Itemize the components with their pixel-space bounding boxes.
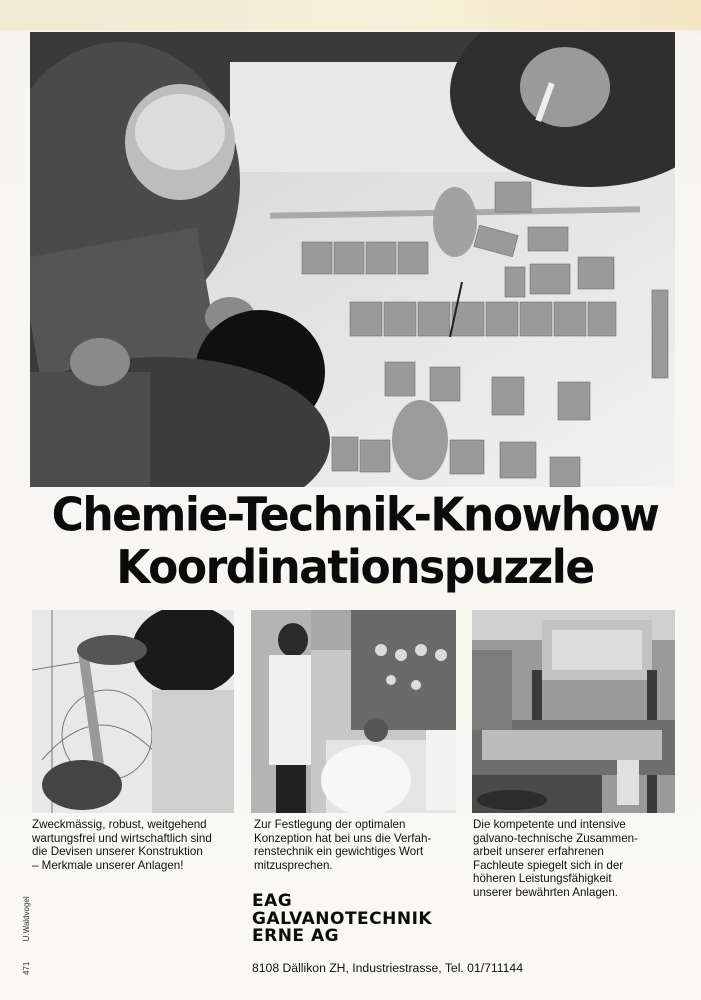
headline-line-1: Chemie-Technik-Knowhow [51, 488, 659, 542]
caption-machinery: Die kompetente und intensive galvano-technische Zusammen- arbeit unserer erfahrenen Fachleute spiegelt sich in der höheren Leistungsfähigkeit unserer bewährten Anlagen. [473, 818, 638, 899]
page-number: 471 [22, 961, 31, 975]
laboratory-photo [251, 610, 456, 813]
paper-edge [0, 0, 701, 30]
headline [30, 490, 680, 595]
headline-line-2: Koordinationspuzzle [116, 540, 594, 595]
logo-line-1: EAG [252, 891, 293, 911]
caption-drafting: Zweckmässig, robust, weitgehend wartungsfrei und wirtschaftlich sind die Devisen unserer Konstruktion – Merkmale unserer Anlagen! [32, 818, 212, 872]
drafting-photo [32, 610, 234, 813]
logo-line-2: GALVANOTECHNIK [252, 908, 433, 929]
company-address: 8108 Dällikon ZH, Industriestrasse, Tel. 01/711144 [252, 961, 523, 975]
machinery-photo [472, 610, 675, 813]
side-code [22, 878, 31, 975]
caption-laboratory: Zur Festlegung der optimalen Konzeption hat bei uns die Verfah- renstechnik ein gewichtiges Wort mitzusprechen. [254, 818, 432, 872]
company-logo [252, 893, 432, 946]
hero-photo [30, 32, 675, 487]
logo-line-3: ERNE AG [252, 926, 340, 946]
photo-credit: U.Waldvogel [22, 896, 31, 942]
